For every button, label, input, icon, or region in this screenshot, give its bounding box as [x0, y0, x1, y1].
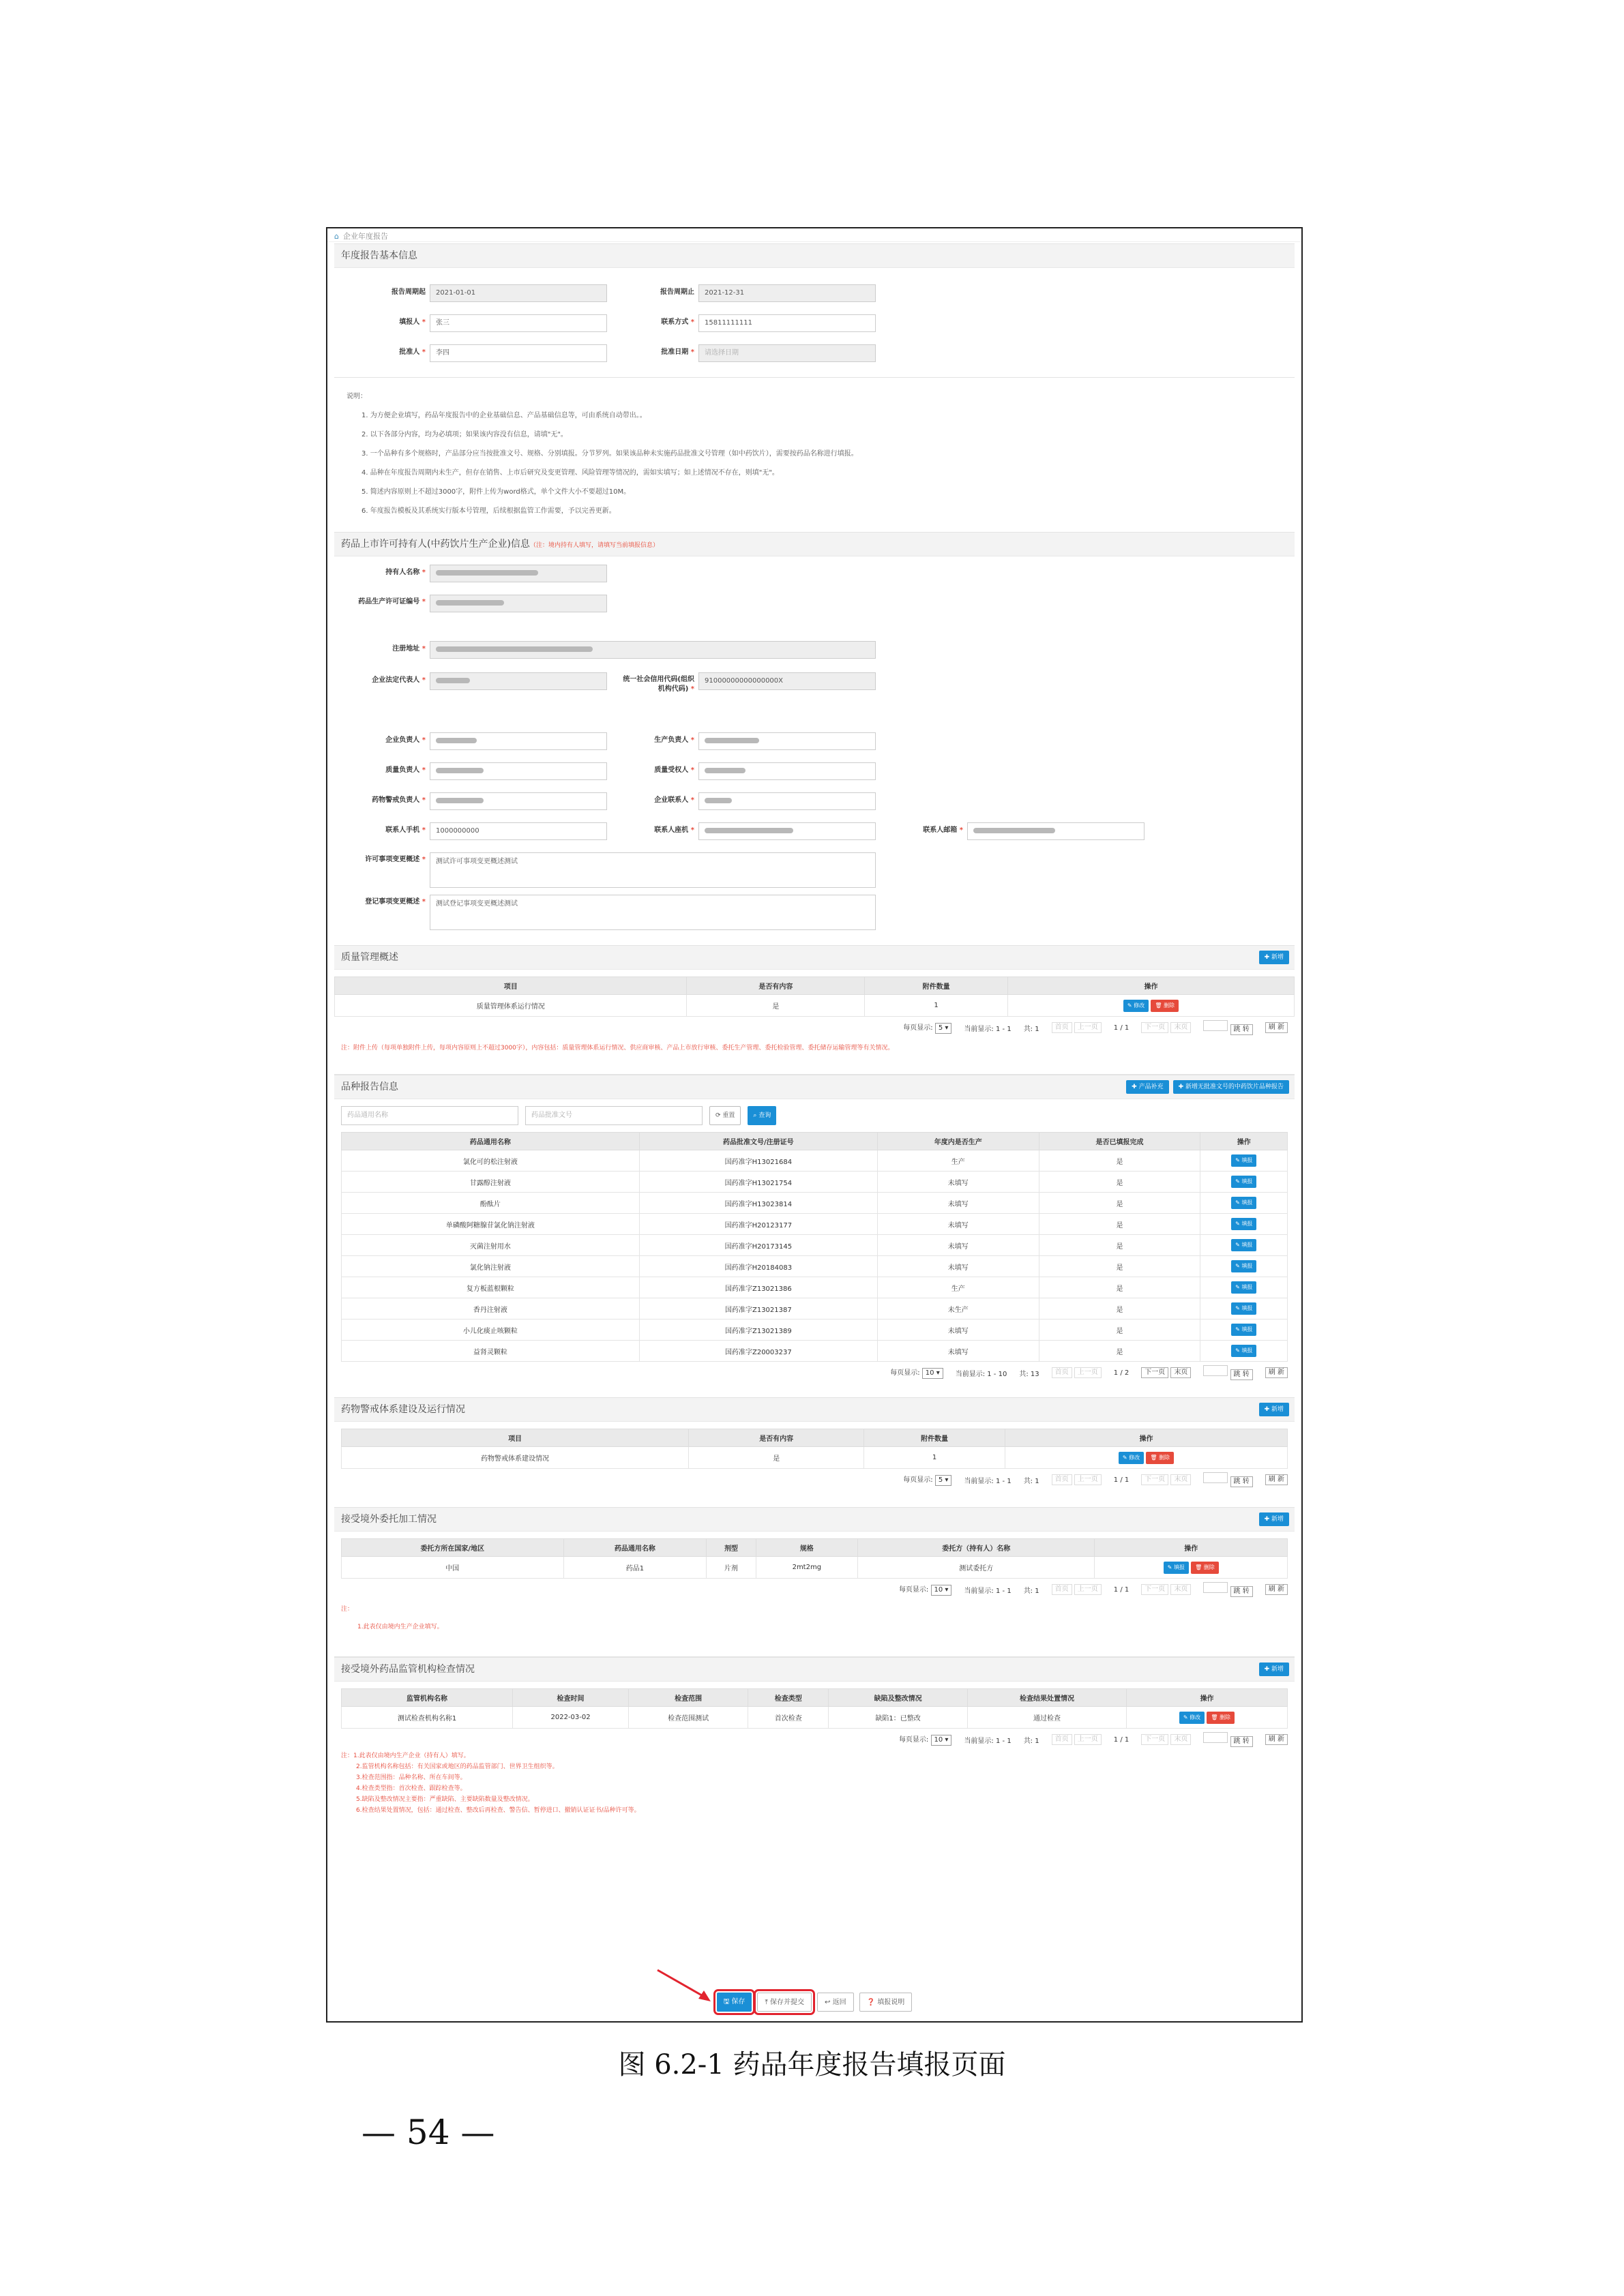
prev-page-button[interactable]: 上一页 — [1074, 1022, 1102, 1033]
jump-button[interactable]: 跳 转 — [1230, 1586, 1253, 1597]
table-row: 酚酞片 国药准字H13023814 未填写 是 ✎ 填报 — [342, 1193, 1288, 1214]
instruction-item: 2. 以下各部分内容，均为必填项；如果该内容没有信息，请填"无"。 — [361, 431, 567, 438]
field-label: 批准日期 * — [661, 348, 694, 356]
section-title: 药物警戒体系建设及运行情况 — [341, 1404, 465, 1415]
license-no-field[interactable] — [430, 595, 607, 612]
owner-input[interactable] — [430, 732, 607, 750]
refresh-button[interactable]: 刷 新 — [1265, 1584, 1288, 1595]
entrust-note: 注： — [341, 1606, 354, 1613]
pagination: 每页显示: 10 ▾ 当前显示: 1 - 10 共: 13 首页 上一页 1 / 2 下一页 末页 跳 转 刷 新 — [334, 1362, 1295, 1384]
fill-button[interactable]: ✎ 填报 — [1164, 1562, 1189, 1574]
field-label: 报告周期止 — [660, 288, 694, 296]
page-jump-input[interactable] — [1203, 1472, 1228, 1483]
page-size-select[interactable]: 5 ▾ — [935, 1023, 952, 1034]
section-title: 药品上市许可持有人(中药饮片生产企业)信息 — [341, 539, 530, 550]
approver-input[interactable]: 李四 — [430, 344, 607, 362]
instruction-item: 3. 一个品种有多个规格时，产品部分应当按批准文号、规格、分别填报。分节罗列。如果该品种未实施药品批准文号管理（如中药饮片），需要按药品名称进行填报。 — [361, 450, 858, 458]
prev-page-button[interactable]: 上一页 — [1074, 1474, 1102, 1485]
delete-button[interactable]: 🗑 删除 — [1191, 1562, 1219, 1574]
table-row: 香丹注射液 国药准字Z13021387 未生产 是 ✎ 填报 — [342, 1298, 1288, 1320]
instruction-item: 6. 年度报告模板及其系统实行版本号管理，后续根据监管工作需要，予以完善更新。 — [361, 507, 616, 515]
jump-button[interactable]: 跳 转 — [1230, 1024, 1253, 1035]
section-title: 品种报告信息 — [341, 1082, 398, 1092]
instruction-item: 1. 为方便企业填写，药品年度报告中的企业基础信息、产品基础信息等，可由系统自动带出。。 — [361, 412, 647, 419]
table-row: 益肾灵颗粒 国药准字Z20003237 未填写 是 ✎ 填报 — [342, 1341, 1288, 1362]
page-number: — 54 — — [361, 2113, 495, 2152]
last-page-button[interactable]: 末页 — [1170, 1367, 1191, 1378]
inspection-table: 监管机构名称 检查时间 检查范围 检查类型 缺陷及整改情况 检查结果处置情况 操作 测试检查机构名称1 2022-03-02 检查范围测试 首次检查 缺陷1：已整改 通过检查 ✎ 修改 🗑 删除 — [341, 1688, 1288, 1729]
first-page-button[interactable]: 首页 — [1052, 1474, 1072, 1485]
table-row: 小儿化痰止咳颗粒 国药准字Z13021389 未填写 是 ✎ 填报 — [342, 1320, 1288, 1341]
add-button[interactable]: ✚ 新增 — [1259, 1403, 1289, 1416]
report-end-field[interactable]: 2021-12-31 — [698, 284, 876, 302]
first-page-button[interactable]: 首页 — [1052, 1022, 1072, 1033]
last-page-button[interactable]: 末页 — [1170, 1584, 1191, 1595]
fill-button[interactable]: ✎ 填报 — [1231, 1197, 1256, 1209]
page-size-select[interactable]: 10 ▾ — [931, 1585, 952, 1596]
holder-name-field[interactable] — [430, 565, 607, 582]
inspection-note: 4.检查类型指：首次检查、跟踪检查等。 — [356, 1785, 467, 1792]
table-row: 氯化可的松注射液 国药准字H13021684 生产 是 ✎ 填报 — [342, 1150, 1288, 1172]
jump-button[interactable]: 跳 转 — [1230, 1476, 1253, 1487]
breadcrumb: ⌂ 企业年度报告 — [327, 228, 1301, 242]
jump-button[interactable]: 跳 转 — [1230, 1369, 1253, 1380]
add-button[interactable]: ✚ 新增 — [1259, 1663, 1289, 1676]
table-row: 复方板蓝根颗粒 国药准字Z13021386 生产 是 ✎ 填报 — [342, 1277, 1288, 1298]
add-herbal-report-button[interactable]: ✚ 新增无批准文号的中药饮片品种报告 — [1173, 1080, 1289, 1094]
delete-button[interactable]: 🗑 删除 — [1151, 1000, 1179, 1012]
holder-info-section: 药品上市许可持有人(中药饮片生产企业)信息（注：境内持有人填写，请填写当前填报信息） 持有人名称 * 药品生产许可证编号 * 注册地址 * 企业法定代表人 * 统一社会信用代码(组织机构代码) * 91000000000000000X 企业负责人 * 生产负责人 * 质量负责人 * 质量受权人 * 药物警戒负责人 * 企业联系人 * 联系人手机 * 1000000000 联系人座机 * 联系人邮箱 * 许可事项变更概述 * 测试许可事项变更概述测试 登记事项变更概述 * 测试登记事项变更概述测试 — [334, 532, 1295, 937]
approval-no-search-input[interactable]: 药品批准文号 — [525, 1106, 703, 1125]
table-row: 质量管理体系运行情况 是 1 ✎ 修改 🗑 删除 — [335, 995, 1295, 1017]
refresh-button[interactable]: 刷 新 — [1265, 1022, 1288, 1033]
app-window — [326, 227, 1303, 2023]
production-head-input[interactable] — [698, 732, 876, 750]
report-start-field[interactable]: 2021-01-01 — [430, 284, 607, 302]
help-button[interactable]: ❓ 填报说明 — [859, 1993, 913, 2012]
refresh-button[interactable]: 刷 新 — [1265, 1734, 1288, 1745]
inspection-note: 6.检查结果处置情况，包括：通过检查、整改后再检查、警告信、暂停进口、撤销认证证书/品种许可等。 — [356, 1807, 640, 1814]
page-jump-input[interactable] — [1203, 1732, 1228, 1743]
contact-person-input[interactable] — [698, 792, 876, 810]
fill-button[interactable]: ✎ 填报 — [1231, 1260, 1256, 1272]
pagination: 每页显示: 10 ▾ 当前显示: 1 - 1 共: 1 首页 上一页 1 / 1 下一页 末页 跳 转 刷 新 — [334, 1729, 1295, 1750]
section-title: 接受境外药品监管机构检查情况 — [341, 1664, 475, 1675]
drug-name-search-input[interactable]: 药品通用名称 — [341, 1106, 518, 1125]
table-row: 单磷酸阿糖腺苷氯化钠注射液 国药准字H20123177 未填写 是 ✎ 填报 — [342, 1214, 1288, 1235]
first-page-button[interactable]: 首页 — [1052, 1584, 1072, 1595]
section-title: 质量管理概述 — [341, 952, 398, 963]
page-jump-input[interactable] — [1203, 1365, 1228, 1376]
table-row: 氯化钠注射液 国药准字H20184083 未填写 是 ✎ 填报 — [342, 1256, 1288, 1277]
add-button[interactable]: ✚ 新增 — [1259, 951, 1289, 964]
figure-caption: 图 6.2-1 药品年度报告填报页面 — [618, 2049, 1006, 2081]
delete-button[interactable]: 🗑 删除 — [1146, 1452, 1174, 1464]
pv-section — [334, 1397, 1295, 1491]
mobile-input[interactable]: 1000000000 — [430, 822, 607, 840]
email-input[interactable] — [967, 822, 1145, 840]
filler-input[interactable]: 张三 — [430, 314, 607, 332]
instructions-section — [334, 377, 1295, 531]
fill-button[interactable]: ✎ 填报 — [1231, 1218, 1256, 1230]
field-label: 联系方式 * — [661, 318, 694, 326]
refresh-button[interactable]: 刷 新 — [1265, 1367, 1288, 1378]
pv-table: 项目 是否有内容 附件数量 操作 药物警戒体系建设情况 是 1 ✎ 修改 🗑 删除 — [341, 1429, 1288, 1469]
save-button[interactable]: 🖫 保存 — [717, 1993, 752, 2012]
next-page-button[interactable]: 下一页 — [1141, 1474, 1168, 1485]
reset-button[interactable]: ⟳ 重置 — [709, 1106, 741, 1125]
fill-button[interactable]: ✎ 填报 — [1231, 1302, 1256, 1315]
last-page-button[interactable]: 末页 — [1170, 1734, 1191, 1745]
variety-table: 药品通用名称 药品批准文号/注册证号 年度内是否生产 是否已填报完成 操作 氯化可的松注射液 国药准字H13021684 生产 是 ✎ 填报 甘露醇注射液 国药准字H13021754 未填写 是 ✎ 填报 酚酞片 国药准字H13023814 未填写 是 ✎ 填报 单磷酸阿糖腺苷氯化钠注射液 国药准字H20123177 未填写 是 ✎ 填报 灭菌注射用水 国药准字H20173145 未填写 是 ✎ 填报 氯化钠注射液 国药准字H20184083 未填写 是 ✎ 填报 复方板蓝根颗粒 国药准字Z13021386 生产 是 ✎ 填报 香丹注射液 国药准字Z13021387 未生产 是 ✎ 填报 小儿化痰止咳颗粒 国药准字Z13021389 未填写 是 ✎ 填报 益肾灵颗粒 国药准字Z20003237 未填写 是 ✎ 填报 — [341, 1132, 1288, 1362]
section-note: （注：境内持有人填写，请填写当前填报信息） — [529, 542, 659, 549]
section-title: 年度报告基本信息 — [334, 243, 1295, 268]
table-row: 中国 药品1 片剂 2mt2mg 测试委托方 ✎ 填报 🗑 删除 — [342, 1557, 1288, 1579]
instruction-item: 5. 简述内容原则上不超过3000字，附件上传为word格式，单个文件大小不要超过10M。 — [361, 488, 631, 496]
field-label: 批准人 * — [399, 348, 426, 356]
next-page-button[interactable]: 下一页 — [1141, 1367, 1168, 1378]
save-submit-button[interactable]: ⤒ 保存并提交 — [757, 1993, 812, 2012]
fill-button[interactable]: ✎ 填报 — [1231, 1176, 1256, 1188]
permit-change-textarea[interactable]: 测试许可事项变更概述测试 — [430, 852, 876, 888]
section-title: 接受境外委托加工情况 — [341, 1514, 437, 1525]
table-row: 测试检查机构名称1 2022-03-02 检查范围测试 首次检查 缺陷1：已整改 通过检查 ✎ 修改 🗑 删除 — [342, 1707, 1288, 1729]
inspection-section — [334, 1656, 1295, 1823]
edit-button[interactable]: ✎ 修改 — [1123, 1000, 1149, 1012]
pv-head-input[interactable] — [430, 792, 607, 810]
instruction-item: 4. 品种在年度报告周期内未生产，但存在销售、上市后研究及变更管理、风险管理等情况的，需如实填写；如上述情况不存在，则填"无"。 — [361, 469, 779, 477]
approve-date-picker[interactable]: 请选择日期 — [698, 344, 876, 362]
quality-note: 注：附件上传（每项单独附件上传，每项内容原则上不超过3000字），内容包括：质量管理体系运行情况、供应商审核、产品上市放行审核、委托生产管理、委托检验管理、委托储存运输管理等有关情况。 — [341, 1045, 894, 1052]
page-size-select[interactable]: 5 ▾ — [935, 1475, 952, 1486]
entrust-note: 1.此表仅由境内生产企业填写。 — [357, 1624, 443, 1630]
pagination: 每页显示: 10 ▾ 当前显示: 1 - 1 共: 1 首页 上一页 1 / 1 下一页 末页 跳 转 刷 新 — [334, 1579, 1295, 1600]
last-page-button[interactable]: 末页 — [1170, 1022, 1191, 1033]
field-label: 报告周期起 — [392, 288, 426, 296]
field-label: 填报人 * — [399, 318, 426, 326]
address-field[interactable] — [430, 641, 876, 659]
next-page-button[interactable]: 下一页 — [1141, 1022, 1168, 1033]
inspection-note: 注：1.此表仅由境内生产企业（持有人）填写。 — [341, 1753, 470, 1759]
prev-page-button[interactable]: 上一页 — [1074, 1584, 1102, 1595]
next-page-button[interactable]: 下一页 — [1141, 1584, 1168, 1595]
edit-button[interactable]: ✎ 修改 — [1179, 1712, 1205, 1724]
table-row: 甘露醇注射液 国药准字H13021754 未填写 是 ✎ 填报 — [342, 1172, 1288, 1193]
pagination: 每页显示: 5 ▾ 当前显示: 1 - 1 共: 1 首页 上一页 1 / 1 下一页 末页 跳 转 刷 新 — [334, 1469, 1295, 1491]
product-supplement-button[interactable]: ✚ 产品补充 — [1126, 1080, 1168, 1094]
quality-table: 项目 是否有内容 附件数量 操作 质量管理体系运行情况 是 1 ✎ 修改 🗑 删除 — [334, 976, 1295, 1017]
credit-code-field[interactable]: 91000000000000000X — [698, 672, 876, 690]
page-jump-input[interactable] — [1203, 1582, 1228, 1593]
last-page-button[interactable]: 末页 — [1170, 1474, 1191, 1485]
home-icon[interactable]: ⌂ — [334, 232, 339, 241]
delete-button[interactable]: 🗑 删除 — [1207, 1712, 1235, 1724]
inspection-note: 5.缺陷及整改情况主要指：严重缺陷、主要缺陷数量及整改情况。 — [356, 1796, 534, 1803]
legal-rep-field[interactable] — [430, 672, 607, 690]
landline-input[interactable] — [698, 822, 876, 840]
fill-button[interactable]: ✎ 填报 — [1231, 1281, 1256, 1294]
first-page-button[interactable]: 首页 — [1052, 1734, 1072, 1745]
table-row: 药物警戒体系建设情况 是 1 ✎ 修改 🗑 删除 — [342, 1447, 1288, 1469]
entrust-section — [334, 1507, 1295, 1650]
action-bar — [327, 1993, 1301, 2012]
prev-page-button[interactable]: 上一页 — [1074, 1734, 1102, 1745]
first-page-button[interactable]: 首页 — [1052, 1367, 1072, 1378]
jump-button[interactable]: 跳 转 — [1230, 1736, 1253, 1747]
instructions-title: 说明： — [346, 393, 367, 400]
table-row: 灭菌注射用水 国药准字H20173145 未填写 是 ✎ 填报 — [342, 1235, 1288, 1256]
fill-button[interactable]: ✎ 填报 — [1231, 1345, 1256, 1357]
page-size-select[interactable]: 10 ▾ — [931, 1735, 952, 1746]
add-button[interactable]: ✚ 新增 — [1259, 1512, 1289, 1526]
fill-button[interactable]: ✎ 填报 — [1231, 1239, 1256, 1251]
quality-head-input[interactable] — [430, 762, 607, 780]
quality-section — [334, 945, 1295, 1060]
entrust-table: 委托方所在国家/地区 药品通用名称 剂型 规格 委托方（持有人）名称 操作 中国 药品1 片剂 2mt2mg 测试委托方 ✎ 填报 🗑 删除 — [341, 1538, 1288, 1579]
prev-page-button[interactable]: 上一页 — [1074, 1367, 1102, 1378]
pagination: 每页显示: 5 ▾ 当前显示: 1 - 1 共: 1 首页 上一页 1 / 1 下一页 末页 跳 转 刷 新 — [334, 1017, 1295, 1039]
inspection-note: 2.监管机构名称包括：有关国家或地区的药品监管部门、世界卫生组织等。 — [356, 1763, 559, 1770]
inspection-note: 3.检查范围指：品种名称、所在车间等。 — [356, 1774, 467, 1781]
back-button[interactable]: ↩ 返回 — [817, 1993, 854, 2012]
edit-button[interactable]: ✎ 修改 — [1119, 1452, 1144, 1464]
fill-button[interactable]: ✎ 填报 — [1231, 1324, 1256, 1336]
registration-change-textarea[interactable]: 测试登记事项变更概述测试 — [430, 895, 876, 930]
next-page-button[interactable]: 下一页 — [1141, 1734, 1168, 1745]
page-size-select[interactable]: 10 ▾ — [922, 1368, 943, 1379]
contact-input[interactable]: 15811111111 — [698, 314, 876, 332]
qa-person-input[interactable] — [698, 762, 876, 780]
refresh-button[interactable]: 刷 新 — [1265, 1474, 1288, 1485]
page-jump-input[interactable] — [1203, 1020, 1228, 1031]
variety-section — [334, 1074, 1295, 1384]
basic-info-section — [334, 243, 1295, 376]
query-button[interactable]: ⌕ 查询 — [748, 1106, 776, 1125]
fill-button[interactable]: ✎ 填报 — [1231, 1154, 1256, 1167]
